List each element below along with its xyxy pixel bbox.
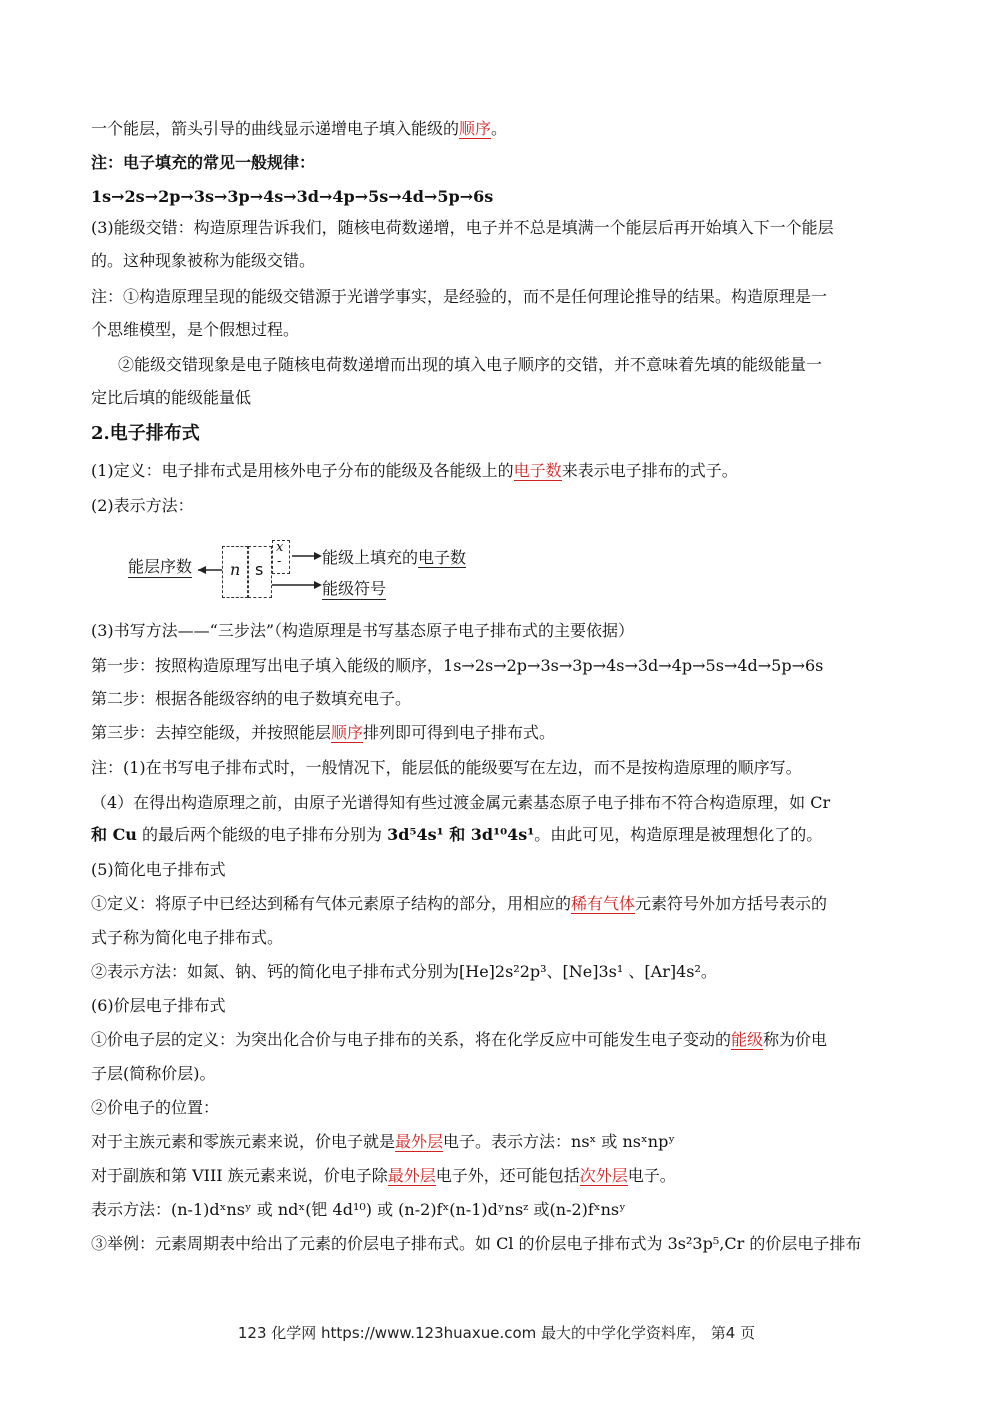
text-segment: (1)定义：电子排布式是用核外电子分布的能级及各能级上的 — [91, 461, 514, 480]
highlight-term: 电子数 — [513, 461, 562, 480]
diagram-dash: - — [277, 554, 282, 568]
text-line — [91, 893, 827, 915]
diagram-left-label: 能层序数 — [128, 554, 192, 578]
text-line: 式子称为简化电子排布式。 — [91, 928, 284, 947]
text-segment: 电子。表示方法：nsˣ 或 nsˣnpʸ — [443, 1132, 676, 1151]
highlight-term: 最外层 — [395, 1132, 444, 1151]
text-segment: 一个能层，箭头引导的曲线显示递增电子填入能级的 — [91, 119, 460, 138]
text-line: 第二步：根据各能级容纳的电子数填充电子。 — [91, 689, 412, 708]
text-segment: ①价电子层的定义：为突出化合价与电子排布的关系，将在化学反应中可能发生电子变动的 — [91, 1030, 732, 1049]
text-line: (2)表示方法： — [91, 496, 194, 515]
text-line: 的。这种现象被称为能级交错。 — [91, 251, 316, 270]
text-line — [91, 118, 507, 140]
text-line: 注：(1)在书写电子排布式时，一般情况下，能层低的能级要写在左边，而不是按构造原理的顺序写。 — [91, 758, 802, 777]
highlight-term: 顺序 — [459, 119, 492, 138]
text-segment: 对于副族和第 VIII 族元素来说，价电子除 — [91, 1166, 388, 1185]
text-line: （4）在得出构造原理之前，由原子光谱得知有些过渡金属元素基态原子电子排布不符合构造原理，如 Cr — [91, 793, 831, 812]
text-line — [91, 460, 738, 482]
highlight-term: 次外层 — [579, 1166, 628, 1185]
text-segment: 第一步：按照构造原理写出电子填入能级的顺序， — [91, 656, 444, 675]
text-line: (3)书写方法——“三步法”（构造原理是书写基态原子电子排布式的主要依据） — [91, 621, 635, 640]
text-line: ②表示方法：如氮、钠、钙的简化电子排布式分别为[He]2s²2p³、[Ne]3s¹ 、[Ar]4s²。 — [91, 962, 717, 981]
text-segment: 元素符号外加方括号表示的 — [635, 894, 828, 913]
diagram-top-label — [322, 545, 466, 568]
diagram-top-label-b: 电子数 — [418, 548, 467, 567]
config-cu: 3d¹⁰4s¹ — [470, 825, 535, 844]
text-line: ②能级交错现象是电子随核电荷数递增而出现的填入电子顺序的交错，并不意味着先填的能级能量一 — [118, 355, 823, 374]
diagram-s: s — [255, 560, 264, 579]
text-segment: 和 Cu — [91, 825, 137, 844]
text-line: (5)简化电子排布式 — [91, 860, 226, 879]
config-cr: 3d⁵4s¹ — [387, 825, 444, 844]
text-segment: 和 — [443, 825, 471, 844]
text-segment: 排列即可得到电子排布式。 — [363, 723, 556, 742]
text-line: (3)能级交错：构造原理告诉我们，随核电荷数递增，电子并不总是填满一个能层后再开始填入下一个能层 — [91, 218, 834, 237]
page-footer: 123 化学网 https://www.123huaxue.com 最大的中学化学资料库， 第4 页 — [237, 1324, 756, 1342]
text-segment: 来表示电子排布的式子。 — [561, 461, 738, 480]
diagram-bottom-label: 能级符号 — [322, 576, 386, 600]
text-line: 表示方法：(n-1)dˣnsʸ 或 ndˣ(钯 4d¹⁰) 或 (n-2)fˣ(n-1)dʸnsᶻ 或(n-2)fˣnsʸ — [91, 1200, 626, 1219]
text-segment: 称为价电 — [763, 1030, 828, 1049]
filling-order: 1s→2s→2p→3s→3p→4s→3d→4p→5s→4d→5p→6s — [91, 187, 494, 206]
highlight-term: 顺序 — [331, 723, 364, 742]
text-line: ③举例：元素周期表中给出了元素的价层电子排布式。如 Cl 的价层电子排布式为 3s²3p⁵,Cr 的价层电子排布 — [91, 1234, 862, 1253]
text-segment: 的最后两个能级的电子排布分别为 — [136, 825, 388, 844]
highlight-term: 能级 — [731, 1030, 764, 1049]
diagram-top-label-a: 能级上填充的 — [322, 548, 419, 567]
text-line — [91, 1029, 827, 1051]
text-segment: 第三步：去掉空能级，并按照能层 — [91, 723, 332, 742]
diagram-n: n — [230, 560, 241, 579]
text-segment: 。由此可见，构造原理是被理想化了的。 — [534, 825, 823, 844]
text-line — [91, 1165, 676, 1187]
text-line — [91, 824, 822, 846]
highlight-term: 最外层 — [387, 1166, 436, 1185]
text-line: (6)价层电子排布式 — [91, 996, 226, 1015]
text-line — [91, 655, 823, 677]
text-segment: 对于主族元素和零族元素来说，价电子就是 — [91, 1132, 396, 1151]
text-line — [91, 1131, 675, 1153]
text-line: 子层(简称价层)。 — [91, 1064, 216, 1083]
filling-order-inline: 1s→2s→2p→3s→3p→4s→3d→4p→5s→4d→5p→6s — [443, 656, 824, 675]
diagram-x: x — [276, 540, 284, 555]
text-line: 注：①构造原理呈现的能级交错源于光谱学事实，是经验的，而不是任何理论推导的结果。构造原理是一 — [91, 287, 828, 306]
electron-config-diagram — [126, 540, 486, 606]
text-line: 定比后填的能级能量低 — [91, 388, 252, 407]
text-segment: 。 — [491, 119, 508, 138]
highlight-term: 稀有气体 — [571, 894, 636, 913]
section-heading: 2.电子排布式 — [91, 423, 200, 444]
text-segment: 电子。 — [627, 1166, 676, 1185]
note-heading: 注：电子填充的常见一般规律： — [91, 153, 316, 172]
text-segment: 电子外，还可能包括 — [435, 1166, 580, 1185]
text-line: ②价电子的位置： — [91, 1098, 220, 1117]
text-line — [91, 722, 555, 744]
text-segment: ①定义：将原子中已经达到稀有气体元素原子结构的部分，用相应的 — [91, 894, 572, 913]
text-line: 个思维模型，是个假想过程。 — [91, 320, 300, 339]
